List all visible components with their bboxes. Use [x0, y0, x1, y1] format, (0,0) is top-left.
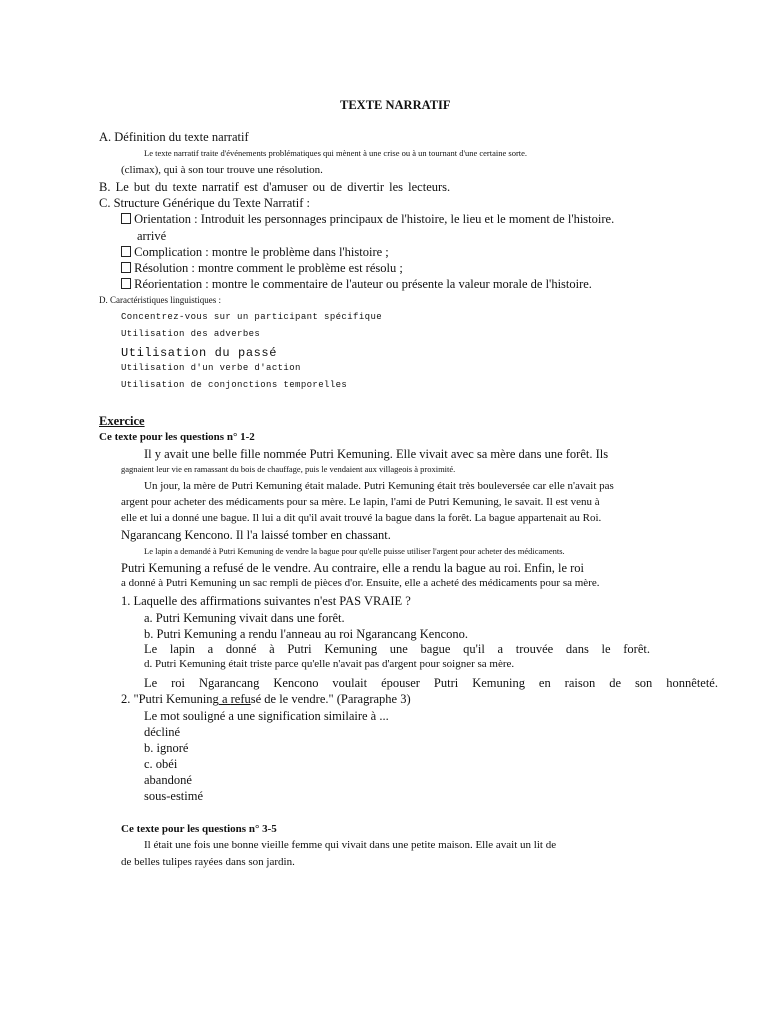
section-d-item: Utilisation des adverbes — [121, 329, 261, 339]
section-c-item-reorientation: Réorientation : montre le commentaire de l'auteur ou présente la valeur morale de l'histoire. — [121, 278, 592, 291]
section-d-item: Utilisation de conjonctions temporelles — [121, 380, 348, 390]
question-1-option: Le lapin a donné à Putri Kemuning une bague qu'il a trouvée dans le forêt. — [144, 642, 650, 656]
story-line: Un jour, la mère de Putri Kemuning était malade. Putri Kemuning était très bouleversée car elle n'avait pas — [144, 480, 614, 492]
question-1-option: Le roi Ngarancang Kencono voulait épouser Putri Kemuning en raison de son honnêteté. — [144, 676, 718, 690]
section-a-heading: A. Définition du texte narratif — [99, 130, 249, 144]
exercise-subheading-2: Ce texte pour les questions n° 3-5 — [121, 823, 277, 835]
story-line: argent pour acheter des médicaments pour sa mère. Le lapin, l'ami de Putri Kemuning, le savait. Il est venu à — [121, 496, 600, 508]
story-line: Il y avait une belle fille nommée Putri Kemuning. Elle vivait avec sa mère dans une forêt. Ils — [144, 447, 609, 461]
question-1-option: a. Putri Kemuning vivait dans une forêt. — [144, 611, 345, 625]
question-2: 2. "Putri Kemuning a refusé de le vendre." (Paragraphe 3) — [121, 692, 411, 706]
section-c-heading: C. Structure Générique du Texte Narratif : — [99, 196, 310, 210]
section-d-item: Utilisation d'un verbe d'action — [121, 363, 301, 373]
checkbox-icon — [121, 246, 131, 257]
section-b-text: B. Le but du texte narratif est d'amuser ou de divertir les lecteurs. — [99, 180, 451, 194]
story-line: elle et lui a donné une bague. Il lui a dit qu'il avait trouvé la bague dans la forêt. La bague appartenait au Roi. — [121, 512, 602, 524]
question-2-option: sous-estimé — [144, 789, 204, 803]
section-c-item-resolution: Résolution : montre comment le problème est résolu ; — [121, 262, 403, 275]
underlined-word: a — [218, 692, 231, 706]
checkbox-icon — [121, 278, 131, 289]
story-line: Le lapin a demandé à Putri Kemuning de vendre la bague pour qu'elle puisse utiliser l'argent pour acheter des médicaments. — [144, 546, 565, 556]
checkbox-icon — [121, 213, 131, 224]
section-a-line1: Le texte narratif traite d'événements problématiques qui mènent à une crise ou à un tournant d'une certaine sorte. — [144, 148, 528, 158]
section-d-heading: D. Caractéristiques linguistiques : — [99, 295, 221, 305]
section-d-item: Utilisation du passé — [121, 346, 278, 360]
question-2-option: décliné — [144, 725, 181, 739]
question-1-option: b. Putri Kemuning a rendu l'anneau au roi Ngarancang Kencono. — [144, 627, 469, 641]
section-c-item-orientation: Orientation : Introduit les personnages principaux de l'histoire, le lieu et le moment de l'histoire. — [121, 213, 614, 226]
story-line: Putri Kemuning a refusé de le vendre. Au contraire, elle a rendu la bague au roi. Enfin, le roi — [121, 561, 585, 575]
question-1: 1. Laquelle des affirmations suivantes n'est PAS VRAIE ? — [121, 594, 411, 608]
story-line: de belles tulipes rayées dans son jardin. — [121, 856, 295, 868]
question-2-option: b. ignoré — [144, 741, 189, 755]
story-line: Il était une fois une bonne vieille femme qui vivait dans une petite maison. Elle avait un lit de — [144, 839, 557, 851]
story-line: gagnaient leur vie en ramassant du bois de chauffage, puis le vendaient aux villageois à proximité. — [121, 464, 456, 474]
checkbox-icon — [121, 262, 131, 273]
question-2-option: abandoné — [144, 773, 192, 787]
story-line: Ngarancang Kencono. Il l'a laissé tomber en chassant. — [121, 528, 391, 542]
section-a-line2: (climax), qui à son tour trouve une résolution. — [121, 164, 323, 176]
underlined-word: refu — [230, 692, 251, 706]
page-title: TEXTE NARRATIF — [340, 98, 451, 112]
section-c-item-arrive: arrivé — [137, 229, 167, 243]
question-2-prompt: Le mot souligné a une signification similaire à ... — [144, 709, 389, 723]
exercise-subheading-1: Ce texte pour les questions n° 1-2 — [99, 431, 255, 443]
section-d-item: Concentrez-vous sur un participant spécifique — [121, 312, 383, 322]
exercise-heading: Exercice — [99, 414, 145, 428]
section-c-item-complication: Complication : montre le problème dans l'histoire ; — [121, 246, 389, 259]
question-1-option: d. Putri Kemuning était triste parce qu'elle n'avait pas d'argent pour soigner sa mère. — [144, 658, 515, 670]
story-line: a donné à Putri Kemuning un sac rempli de pièces d'or. Ensuite, elle a acheté des médicaments pour sa mère. — [121, 577, 600, 589]
question-2-option: c. obéi — [144, 757, 178, 771]
